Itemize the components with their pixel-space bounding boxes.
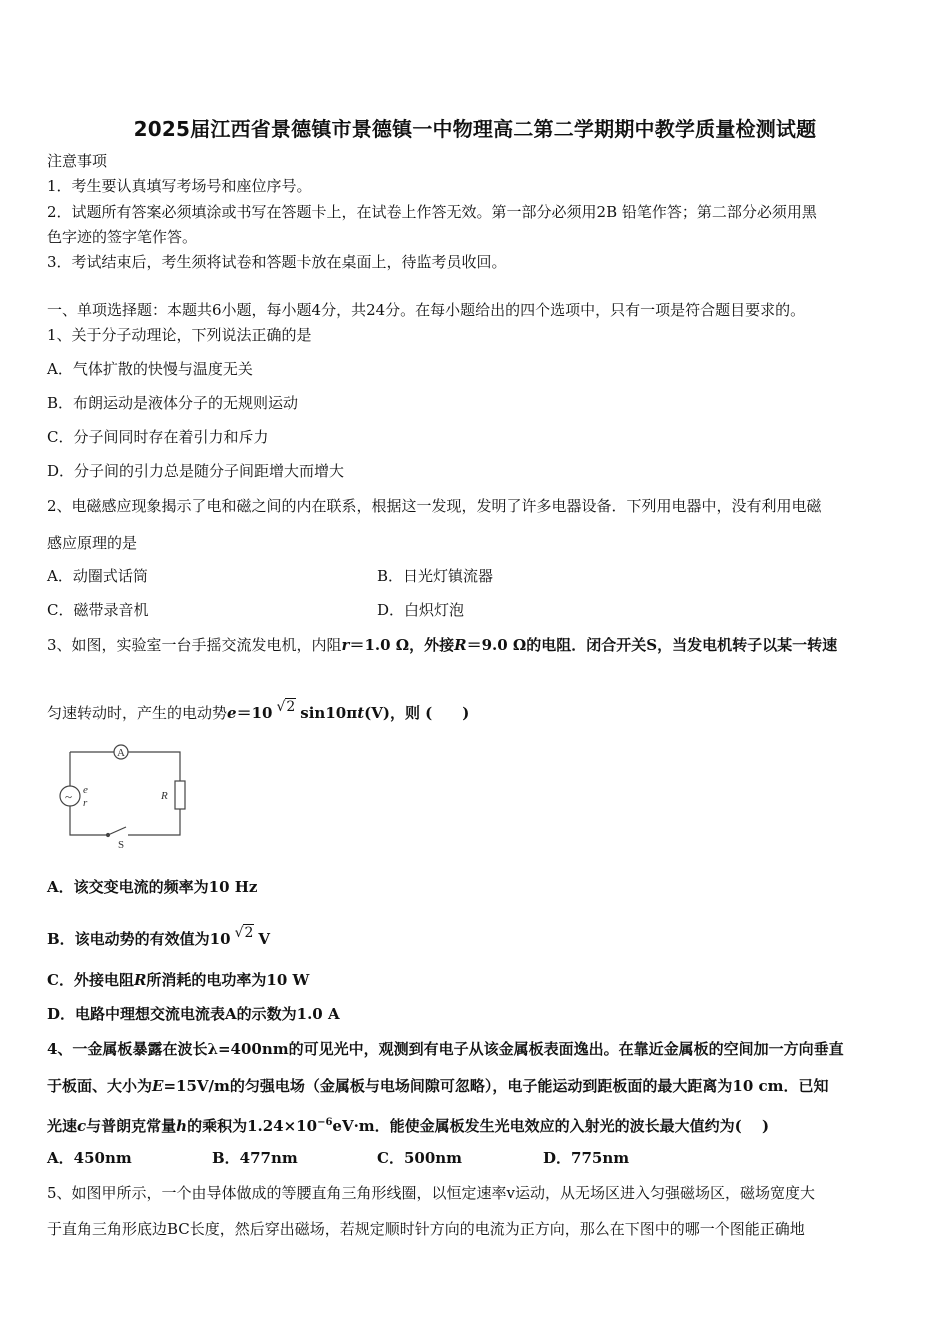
q4-text: 光速 bbox=[47, 1117, 78, 1135]
emf-label: e bbox=[83, 784, 88, 796]
q3-option-b bbox=[47, 923, 906, 949]
q4-stem-line3 bbox=[47, 1113, 906, 1136]
switch-blade bbox=[108, 827, 126, 835]
q4-option-d: D．775nm bbox=[543, 1149, 630, 1167]
q3-option-b-text: B．该电动势的有效值为10 bbox=[47, 930, 231, 948]
var-R: R bbox=[133, 971, 147, 989]
var-t: t bbox=[357, 704, 365, 722]
q4-text: 与普朗克常量 bbox=[86, 1117, 177, 1135]
switch-label: S bbox=[118, 839, 125, 851]
q1-option-c: C．分子间同时存在着引力和斥力 bbox=[47, 428, 269, 446]
q2-option-b: B．日光灯镇流器 bbox=[377, 567, 494, 585]
var-e: e bbox=[227, 704, 237, 722]
notice-item: 2．试题所有答案必须填涂或书写在答题卡上，在试卷上作答无效。第一部分必须用2B 铅笔作答；第二部分必须用黑 bbox=[47, 203, 817, 221]
sqrt-radicand: 2 bbox=[286, 699, 296, 715]
section-heading: 一、单项选择题：本题共6小题，每小题4分，共24分。在每小题给出的四个选项中，只有一项是符合题目要求的。 bbox=[47, 301, 806, 319]
notice-item: 色字迹的签字笔作答。 bbox=[47, 228, 198, 246]
q3-text: 3、如图，实验室一台手摇交流发电机，内阻 bbox=[47, 636, 342, 654]
q2-option-d: D．白炽灯泡 bbox=[377, 601, 465, 619]
switch-pivot bbox=[107, 834, 110, 837]
var-R: R bbox=[454, 636, 467, 654]
circuit-diagram bbox=[56, 743, 191, 851]
q3-option-c-text: 所消耗的电功率为10 W bbox=[146, 971, 310, 989]
q2-stem-line2: 感应原理的是 bbox=[47, 534, 138, 552]
q3-text: ＝9.0 Ω的电阻．闭合开关S，当发电机转子以某一转速 bbox=[466, 636, 838, 654]
q3-option-b-unit: V bbox=[258, 930, 271, 948]
q3-option-c-text: C．外接电阻 bbox=[47, 971, 134, 989]
q3-text: ＝10 bbox=[236, 704, 273, 722]
q3-stem-line2 bbox=[47, 697, 906, 723]
q4-text: 的乘积为1.24×10 bbox=[187, 1117, 318, 1135]
resistor-label: R bbox=[161, 790, 168, 802]
q5-stem-line1: 5、如图甲所示，一个由导体做成的等腰直角三角形线圈，以恒定速率v运动，从无场区进入匀强磁场区，磁场宽度大 bbox=[47, 1184, 816, 1202]
var-h: h bbox=[176, 1117, 188, 1135]
notice-heading: 注意事项 bbox=[47, 152, 108, 170]
q1-stem: 1、关于分子动理论，下列说法正确的是 bbox=[47, 326, 312, 344]
source-glyph: ~ bbox=[65, 789, 73, 804]
q4-stem-line2 bbox=[47, 1076, 906, 1096]
var-E: E bbox=[152, 1077, 164, 1095]
q1-option-b: B．布朗运动是液体分子的无规则运动 bbox=[47, 394, 299, 412]
ammeter-label: A bbox=[117, 747, 125, 759]
q3-stem-line1 bbox=[47, 635, 906, 655]
var-r: r bbox=[341, 636, 350, 654]
notice-item: 3．考试结束后，考生须将试卷和答题卡放在桌面上，待监考员收回。 bbox=[47, 253, 507, 271]
exponent: −6 bbox=[317, 1117, 333, 1128]
resistor-symbol bbox=[175, 781, 185, 809]
internal-resistance-label: r bbox=[83, 797, 88, 809]
q3-text: 匀速转动时，产生的电动势 bbox=[47, 704, 228, 722]
q4-text: 于板面、大小为 bbox=[47, 1077, 153, 1095]
q4-option-a: A．450nm bbox=[47, 1149, 132, 1167]
notice-item: 1．考生要认真填写考场号和座位序号。 bbox=[47, 177, 312, 195]
q3-option-d: D．电路中理想交流电流表A的示数为1.0 A bbox=[47, 1005, 340, 1023]
var-c: c bbox=[77, 1117, 87, 1135]
sqrt-symbol: √2 bbox=[276, 699, 296, 715]
q1-option-d: D．分子间的引力总是随分子间距增大而增大 bbox=[47, 462, 345, 480]
sqrt-radicand: 2 bbox=[244, 925, 254, 941]
q3-text: sin10π bbox=[300, 704, 358, 722]
q4-option-c: C．500nm bbox=[377, 1149, 463, 1167]
q3-option-a: A．该交变电流的频率为10 Hz bbox=[47, 878, 258, 896]
q2-option-a: A．动圈式话筒 bbox=[47, 567, 148, 585]
q2-option-c: C．磁带录音机 bbox=[47, 601, 149, 619]
q2-stem-line1: 2、电磁感应现象揭示了电和磁之间的内在联系，根据这一发现，发明了许多电器设备．下列用电器中，没有利用电磁 bbox=[47, 497, 822, 515]
q4-option-b: B．477nm bbox=[212, 1149, 298, 1167]
q3-text: (V)，则 ( ) bbox=[364, 704, 470, 722]
q4-text: =15V/m的匀强电场（金属板与电场间隙可忽略），电子能运动到距板面的最大距离为10 cm．已知 bbox=[163, 1077, 829, 1095]
q3-option-c bbox=[47, 970, 906, 990]
page-title: 2025届江西省景德镇市景德镇一中物理高二第二学期期中教学质量检测试题 bbox=[133, 117, 817, 141]
q5-stem-line2: 于直角三角形底边BC长度，然后穿出磁场，若规定顺时针方向的电流为正方向，那么在下图中的哪一个图能正确地 bbox=[47, 1220, 805, 1238]
q4-text: eV·m．能使金属板发生光电效应的入射光的波长最大值约为( ) bbox=[332, 1117, 770, 1135]
q3-text: ＝1.0 Ω，外接 bbox=[349, 636, 455, 654]
q4-stem-line1: 4、一金属板暴露在波长λ=400nm的可见光中，观测到有电子从该金属板表面逸出。在靠近金属板的空间加一方向垂直 bbox=[47, 1040, 844, 1058]
q1-option-a: A．气体扩散的快慢与温度无关 bbox=[47, 360, 253, 378]
sqrt-symbol: √2 bbox=[234, 925, 254, 941]
